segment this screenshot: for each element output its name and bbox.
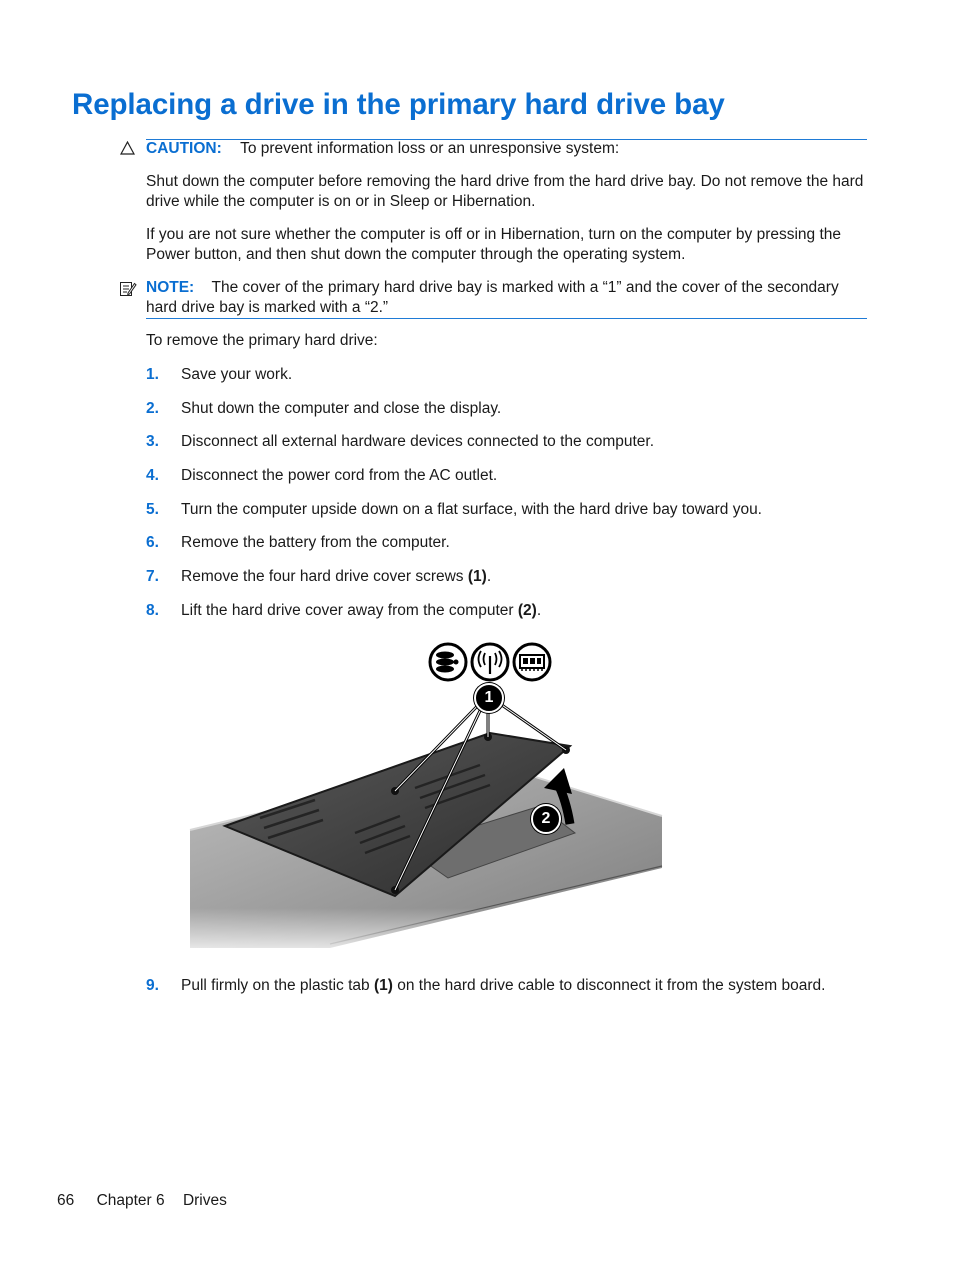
callout-2 [531, 804, 561, 834]
step-text: Pull firmly on the plastic tab [181, 977, 374, 994]
step-text-end: . [536, 602, 542, 619]
note-text: The cover of the primary hard drive bay is marked with a “1” and the cover of the secondary hard drive bay is marked with a “2.” [146, 279, 839, 316]
step-text: Lift the hard drive cover away from the computer [181, 602, 518, 619]
step-number: 1. [146, 366, 159, 383]
hard-drive-stack-icon [428, 642, 468, 687]
page-number: 66 [57, 1192, 75, 1209]
step-text: Disconnect the power cord from the AC outlet. [181, 467, 498, 484]
step-text: Remove the four hard drive cover screws [181, 568, 468, 585]
step-text-block [181, 602, 541, 620]
caution-line [146, 140, 619, 158]
step-number: 8. [146, 602, 159, 619]
note-text-block [146, 278, 868, 317]
callout-1 [474, 683, 504, 713]
page-footer [57, 1192, 245, 1210]
caution-label: CAUTION: [146, 140, 222, 157]
step-number: 2. [146, 400, 159, 417]
hard-drive-cover-figure [180, 638, 670, 956]
step-callout-ref: (1) [467, 568, 487, 585]
step-callout-ref: (2) [517, 602, 537, 619]
callout-2-label: 2 [541, 810, 551, 827]
step-number: 7. [146, 568, 159, 585]
step-text: Remove the battery from the computer. [181, 534, 450, 551]
footer-chapter: Chapter 6 [96, 1192, 165, 1209]
intro-text: To remove the primary hard drive: [146, 332, 378, 349]
callout-1-label: 1 [484, 689, 494, 706]
step-text: Shut down the computer and close the display. [181, 400, 502, 417]
wireless-icon [470, 642, 510, 687]
step-number: 4. [146, 467, 159, 484]
step-text: Disconnect all external hardware devices connected to the computer. [181, 433, 655, 450]
step-text-block [181, 568, 491, 586]
footer-section: Drives [182, 1192, 227, 1209]
caution-text: To prevent information loss or an unresponsive system: [240, 140, 620, 157]
caution-paragraph-2: If you are not sure whether the computer is off or in Hibernation, turn on the computer by pressing the Power button, and then shut down the computer through the operating system. [146, 226, 842, 263]
step-number: 3. [146, 433, 159, 450]
step-text-end: on the hard drive cable to disconnect it from the system board. [392, 977, 826, 994]
caution-paragraph-1: Shut down the computer before removing the hard drive from the hard drive bay. Do not remove the hard drive while the computer is on or in Sleep or Hibernation. [146, 173, 864, 210]
note-label: NOTE: [146, 279, 195, 296]
step-text: Save your work. [181, 366, 293, 383]
page-title: Replacing a drive in the primary hard drive bay [72, 88, 725, 121]
step-number: 9. [146, 977, 159, 994]
step-callout-ref: (1) [373, 977, 393, 994]
step-text: Turn the computer upside down on a flat surface, with the hard drive bay toward you. [181, 501, 762, 518]
note-rule [146, 318, 867, 319]
step-number: 6. [146, 534, 159, 551]
step-number: 5. [146, 501, 159, 518]
step-text-end: . [486, 568, 492, 585]
memory-module-icon [512, 642, 552, 687]
note-icon [119, 280, 137, 303]
step-text-block [181, 977, 825, 995]
caution-icon [120, 141, 135, 160]
